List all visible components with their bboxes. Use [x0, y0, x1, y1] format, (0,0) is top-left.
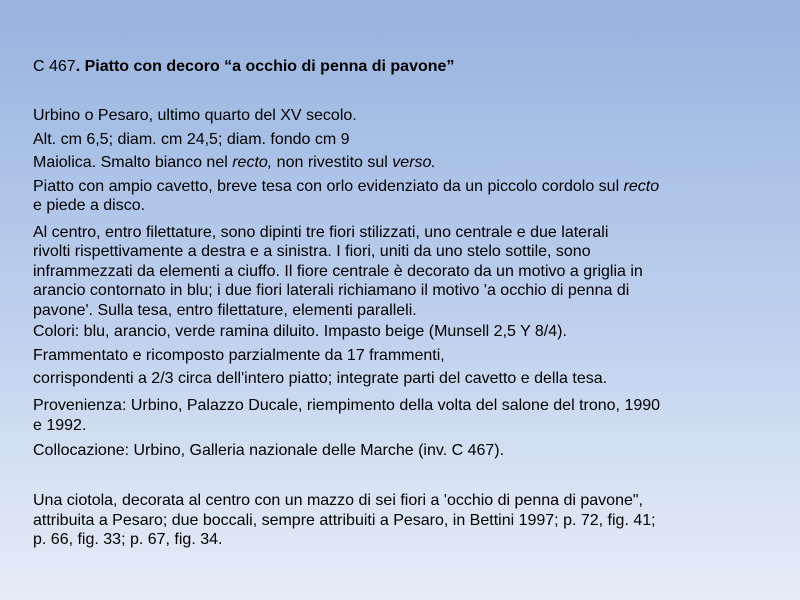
catalogue-title — [33, 57, 755, 77]
italic-text-run: verso. — [392, 154, 436, 171]
text-run: attribuita a Pesaro; due boccali, sempre attribuiti a Pesaro, in Bettini 1997; p. 72, fig. 41; — [33, 511, 656, 529]
text-run: Una ciotola, decorata al centro con un mazzo di sei fiori a 'occhio di penna di pavone", — [33, 492, 643, 509]
text-run: Colori: blu, arancio, verde ramina diluito. Impasto beige (Munsell 2,5 Y 8/4). — [33, 323, 567, 340]
catalogue-paragraph — [33, 177, 755, 216]
catalogue-paragraph — [33, 153, 755, 173]
text-line — [33, 369, 755, 389]
text-run: p. 66, fig. 33; p. 67, fig. 34. — [33, 531, 223, 548]
text-line — [33, 511, 755, 531]
text-run: Al centro, entro filettature, sono dipinti tre fiori stilizzati, uno centrale e due laterali — [33, 223, 609, 241]
catalogue-paragraph — [33, 441, 755, 461]
text-line — [33, 153, 755, 173]
text-line — [33, 346, 755, 366]
catalogue-paragraph — [33, 106, 755, 126]
text-line — [33, 196, 755, 216]
text-run: Provenienza: Urbino, Palazzo Ducale, riempimento della volta del salone del trono, 1990 — [33, 397, 661, 414]
text-run: e 1992. — [33, 416, 87, 434]
text-run: pavone'. Sulla tesa, entro filettature, elementi paralleli. — [33, 301, 417, 319]
text-run: rivolti rispettivamente a destra e a sinistra. I fiori, uniti da uno stelo sottile, sono — [33, 243, 591, 260]
text-run: corrispondenti a 2/3 circa dell'intero piatto; integrate parti del cavetto e della tesa. — [33, 370, 608, 387]
text-line — [33, 322, 755, 342]
text-run: inframmezzati da elementi a ciuffo. Il fiore centrale è decorato da un motivo a griglia in — [33, 262, 643, 280]
text-line — [33, 281, 755, 301]
text-line — [33, 223, 755, 243]
text-line — [33, 301, 755, 321]
text-run: Piatto con ampio cavetto, breve tesa con orlo evidenziato da un piccolo cordolo sul — [33, 177, 624, 195]
catalogue-paragraph — [33, 346, 755, 366]
text-run: Alt. cm 6,5; diam. cm 24,5; diam. fondo cm 9 — [33, 130, 350, 148]
text-line — [33, 491, 755, 511]
catalogue-paragraph — [33, 130, 755, 150]
text-line — [33, 396, 755, 416]
text-line — [33, 441, 755, 461]
text-run: Urbino o Pesaro, ultimo quarto del XV secolo. — [33, 107, 357, 124]
text-run: arancio contornato in blu; i due fiori laterali richiamano il motivo 'a occhio di penna di — [33, 282, 630, 299]
text-line — [33, 106, 755, 126]
catalogue-paragraph — [33, 322, 755, 342]
text-run: e piede a disco. — [33, 197, 146, 214]
text-line — [33, 416, 755, 436]
catalogue-paragraph — [33, 396, 755, 435]
catalogue-paragraph — [33, 223, 755, 321]
text-line — [33, 130, 755, 150]
text-line — [33, 177, 755, 197]
catalogue-title-text: . Piatto con decoro “a occhio di penna di pavone” — [75, 58, 455, 75]
text-line — [33, 262, 755, 282]
text-run: Maiolica. Smalto bianco nel — [33, 154, 233, 171]
catalogue-code: C 467 — [33, 58, 76, 75]
text-run: non rivestito sul — [272, 154, 393, 171]
text-run: Frammentato e ricomposto parzialmente da 17 frammenti, — [33, 346, 445, 364]
text-line — [33, 242, 755, 262]
text-line — [33, 530, 755, 550]
italic-text-run: recto, — [232, 154, 273, 171]
italic-text-run: recto — [623, 177, 660, 195]
catalogue-paragraph — [33, 369, 755, 389]
bibliography-paragraph — [33, 491, 755, 550]
text-run: Collocazione: Urbino, Galleria nazionale delle Marche (inv. C 467). — [33, 442, 505, 459]
